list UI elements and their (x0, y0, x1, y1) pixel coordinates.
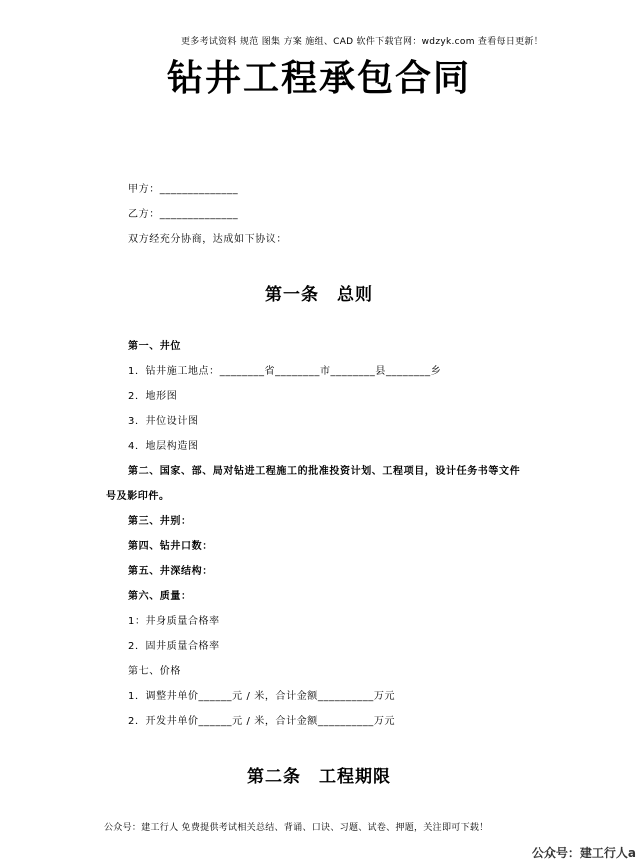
clause-item: 第二、国家、部、局对钻进工程施工的批准投资计划、工程项目，设计任务书等文件 (128, 466, 521, 477)
clause-item: 2．开发井单价______元 / 米，合计金额__________万元 (128, 716, 396, 727)
party-a-line: 甲方：______________ (128, 184, 239, 195)
header-note: 更多考试资料 规范 图集 方案 施组、CAD 软件下载官网：wdzyk.com 查看每日更新！ (180, 37, 544, 47)
clause-item: 3．井位设计图 (128, 416, 199, 427)
clause-item: 第一、井位 (128, 341, 181, 352)
clause-item: 4．地层构造图 (128, 441, 199, 452)
section-1-heading: 第一条 总则 (265, 285, 373, 305)
footer-note: 公众号：建工行人 免费提供考试相关总结、背诵、口诀、习题、试卷、押题，关注即可下载！ (104, 823, 489, 833)
clause-item-continuation: 号及影印件。 (106, 491, 170, 502)
clause-item: 2．地形图 (128, 391, 178, 402)
clause-item: 第四、钻井口数： (128, 541, 213, 552)
document-title: 钻井工程承包合同 (166, 57, 471, 99)
section-2-heading: 第二条 工程期限 (247, 767, 391, 787)
clause-item: 第七、价格 (128, 666, 181, 677)
clause-item: 第五、井深结构： (128, 566, 213, 577)
clause-item: 1．钻井施工地点：________省________市________县________乡 (128, 366, 442, 377)
party-b-line: 乙方：______________ (128, 209, 239, 220)
clause-item: 2．固井质量合格率 (128, 641, 220, 652)
clause-item: 1．调整井单价______元 / 米，合计金额__________万元 (128, 691, 396, 702)
intro-line: 双方经充分协商，达成如下协议： (128, 234, 287, 245)
clause-item: 第三、井别： (128, 516, 192, 527)
watermark: 公众号：建工行人a (531, 846, 636, 860)
clause-item: 1：井身质量合格率 (128, 616, 220, 627)
clause-item: 第六、质量： (128, 591, 192, 602)
